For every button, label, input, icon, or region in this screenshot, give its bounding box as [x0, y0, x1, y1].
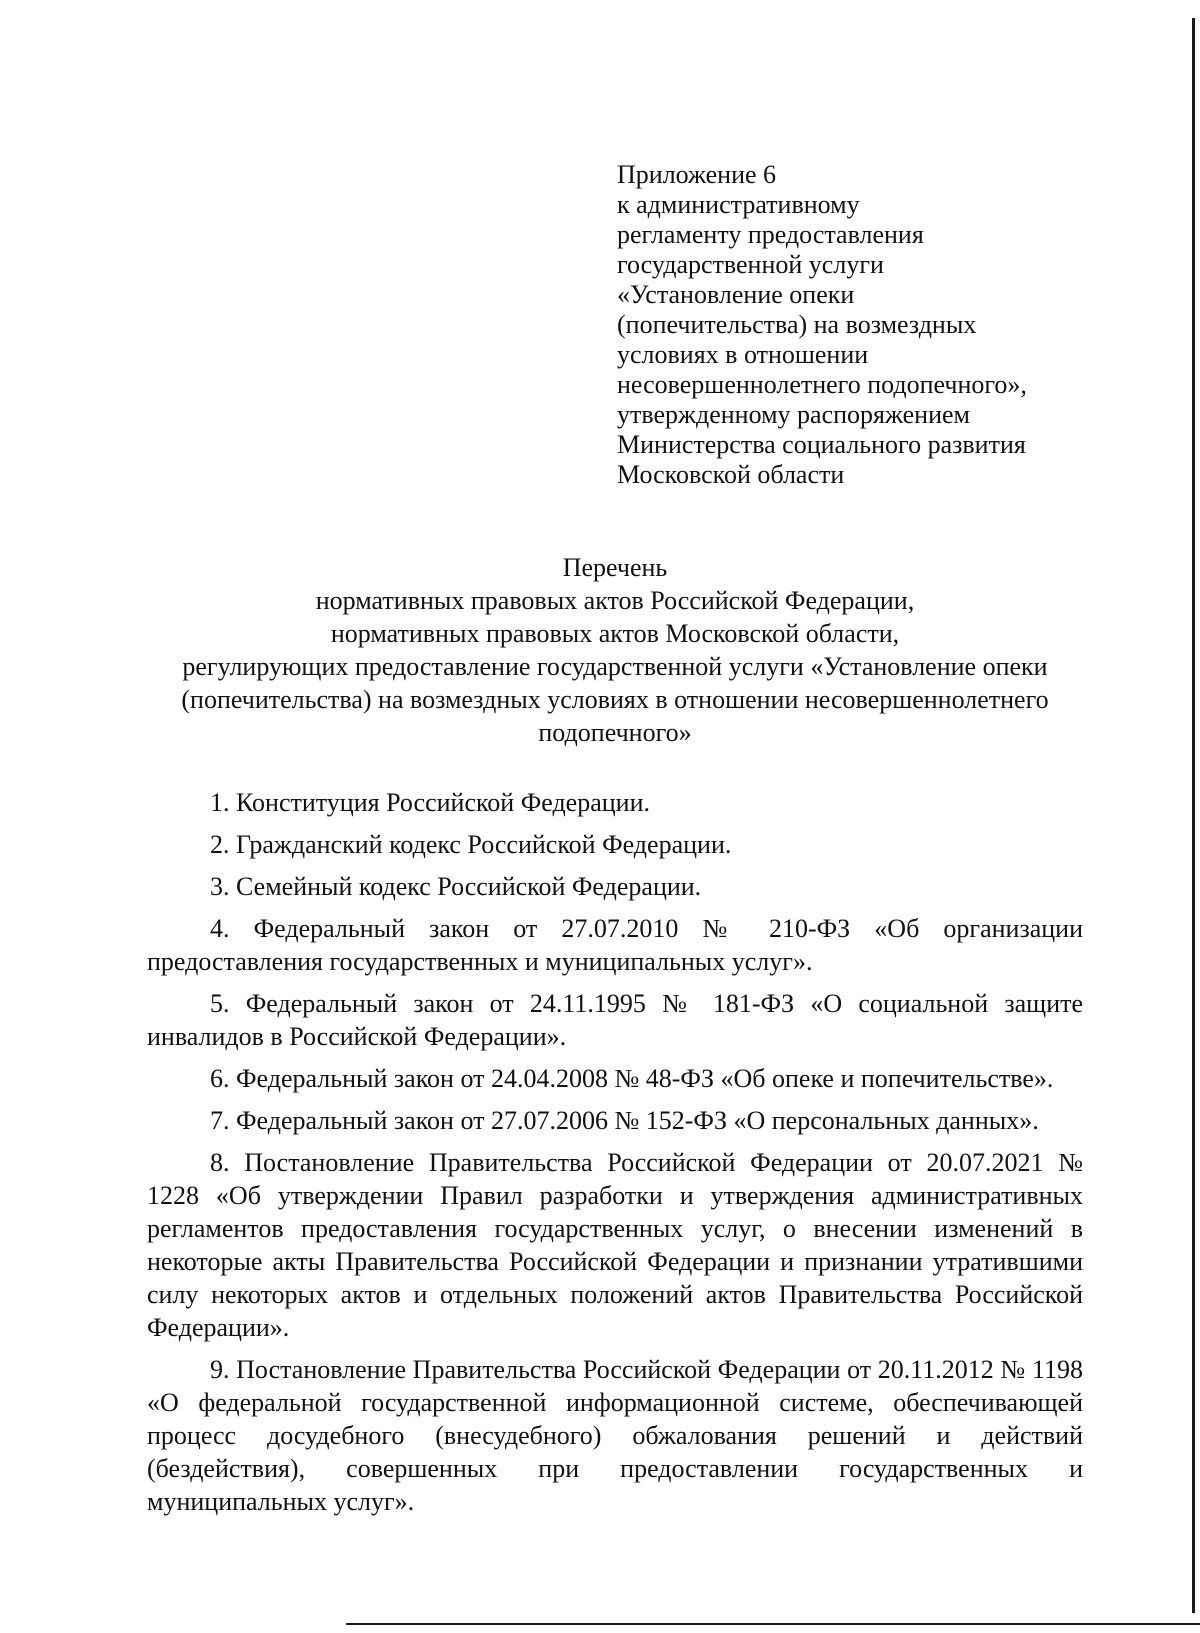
title-line: подопечного» [538, 718, 692, 747]
list-item [147, 1353, 1083, 1518]
annex-line: (попечительства) на возмездных [617, 310, 977, 339]
title-line: нормативных правовых актов Российской Федерации, [315, 586, 915, 615]
item-text: Конституция Российской Федерации. [236, 788, 651, 817]
item-number: 2. [210, 830, 230, 859]
item-number: 3. [210, 872, 230, 901]
list-item [147, 1062, 1083, 1095]
list-item [147, 870, 1083, 903]
scan-edge-bottom [346, 1623, 1200, 1625]
item-number: 8. [210, 1148, 230, 1177]
annex-line: к административному [617, 190, 860, 219]
annex-line: Министерства социального развития [617, 430, 1026, 459]
acts-list [147, 786, 1083, 1527]
item-text: Постановление Правительства Российской Федерации от 20.07.2021 № 1228 «Об утверждении Правил разработки и утверждения административных регламентов предоставления государственных услуг, о внесении изменений в некоторые акты Правительства Российской Федерации и признании утратившими силу некоторых актов и отдельных положений актов Правительства Российской Федерации». [147, 1148, 1084, 1342]
item-number: 9. [210, 1355, 230, 1384]
annex-line: государственной услуги [617, 250, 884, 279]
annex-line: «Установление опеки [617, 280, 855, 309]
scan-edge-right [1192, 18, 1195, 1613]
document-title [150, 551, 1080, 749]
list-item [147, 1104, 1083, 1137]
item-number: 7. [210, 1106, 230, 1135]
item-text: Гражданский кодекс Российской Федерации. [236, 830, 732, 859]
annex-line: несовершеннолетнего подопечного», [617, 370, 1027, 399]
title-line: нормативных правовых актов Московской области, [330, 619, 900, 648]
item-text: Федеральный закон от 27.07.2006 № 152-ФЗ «О персональных данных». [236, 1106, 1039, 1135]
list-item [147, 1146, 1083, 1344]
item-text: Постановление Правительства Российской Федерации от 20.11.2012 № 1198 «О федеральной государственной информационной системе, обеспечивающей процесс досудебного (внесудебного) обжалования решений и действий (бездействия), совершенных при предоставлении государственных и муниципальных услуг». [147, 1355, 1084, 1516]
list-item [147, 786, 1083, 819]
item-number: 4. [210, 914, 230, 943]
annex-header [617, 160, 1097, 490]
annex-line: утвержденному распоряжением [617, 400, 970, 429]
title-line: регулирующих предоставление государственной услуги «Установление опеки [182, 652, 1048, 681]
item-number: 5. [210, 989, 230, 1018]
annex-line: регламенту предоставления [617, 220, 924, 249]
annex-line: Московской области [617, 460, 845, 489]
annex-line: условиях в отношении [617, 340, 869, 369]
annex-line: Приложение 6 [617, 160, 777, 189]
item-number: 1. [210, 788, 230, 817]
item-text: Семейный кодекс Российской Федерации. [236, 872, 702, 901]
item-number: 6. [210, 1064, 230, 1093]
title-line: Перечень [562, 553, 668, 582]
list-item [147, 828, 1083, 861]
list-item [147, 987, 1083, 1053]
item-text: Федеральный закон от 27.07.2010 № 210-ФЗ «Об организации предоставления государственных и муниципальных услуг». [147, 914, 1083, 976]
item-text: Федеральный закон от 24.11.1995 № 181-ФЗ «О социальной защите инвалидов в Российской Федерации». [147, 989, 1084, 1051]
title-line: (попечительства) на возмездных условиях в отношении несовершеннолетнего [181, 685, 1049, 714]
item-text: Федеральный закон от 24.04.2008 № 48-ФЗ «Об опеке и попечительстве». [236, 1064, 1054, 1093]
list-item [147, 912, 1083, 978]
